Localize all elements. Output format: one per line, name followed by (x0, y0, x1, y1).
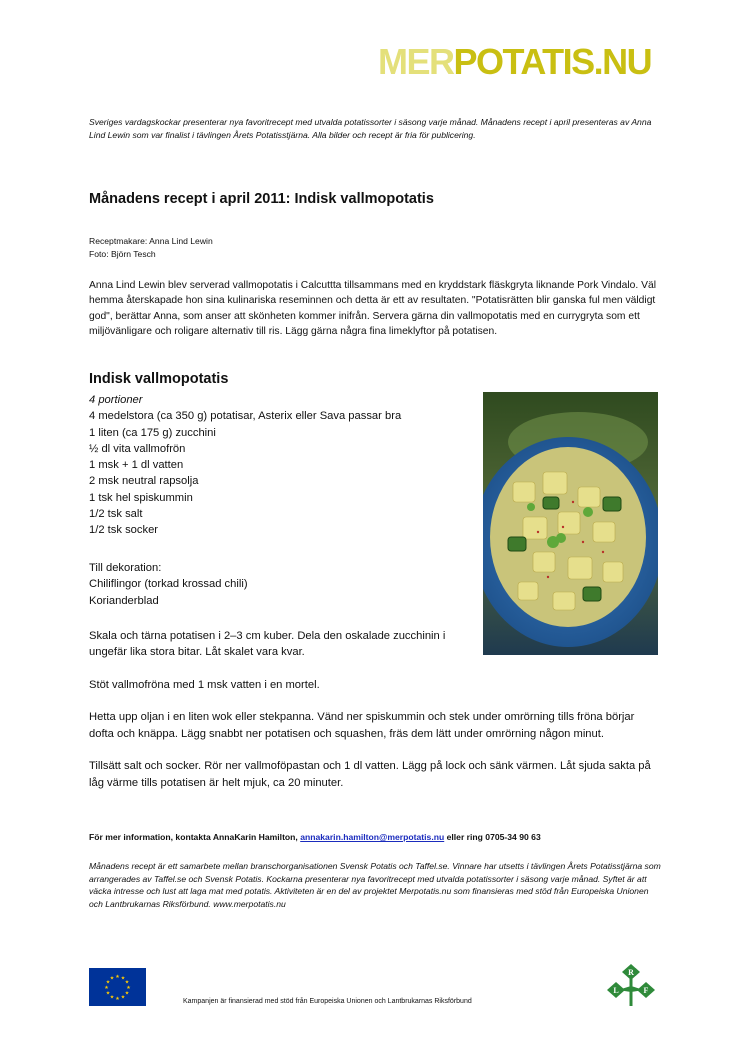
ingredient-item: 1 msk + 1 dl vatten (89, 459, 184, 472)
ingredient-item: 4 medelstora (ca 350 g) potatisar, Asterix eller Sava passar bra (89, 410, 402, 423)
eu-star-icon: ★ (105, 979, 111, 986)
eu-star-icon: ★ (109, 975, 115, 982)
steps (89, 628, 661, 807)
recipe-photo (483, 392, 658, 655)
ingredient-item: 2 msk neutral rapsolja (89, 475, 199, 488)
step-text: Skala och tärna potatisen i 2–3 cm kuber. Dela den oskalade zucchinin i ungefär lika stora bitar. Låt skalet vara kvar. (89, 630, 446, 659)
step-text: Tillsätt salt och socker. Rör ner vallmoföpastan och 1 dl vatten. Lägg på lock och sänk värmen. Låt sjuda sakta på låg värme tills potatisen är helt mjuk, ca 20 minuter. (89, 760, 651, 789)
lrf-letter: R (628, 968, 634, 977)
eu-star-icon: ★ (126, 985, 131, 991)
contact-suffix: eller ring 0705-34 90 63 (444, 832, 541, 842)
logo-mer: MER (378, 41, 454, 80)
eu-star-icon: ★ (120, 994, 126, 1001)
decoration-item: Korianderblad (89, 594, 159, 607)
contact-line (89, 832, 689, 842)
eu-star-icon: ★ (104, 985, 109, 991)
intro-text: Sveriges vardagskockar presenterar nya favoritrecept med utvalda potatissorter i säsong varje månad. Månadens recept i april presenteras av Anna Lind Lewin som var finalist i tävlingen Årets Potatisstjärna. Alla bilder och recept är fria för publicering. (89, 117, 652, 140)
servings: 4 portioner (89, 394, 143, 406)
ingredient-item: ½ dl vita vallmofrön (89, 442, 186, 455)
recipe-title: Indisk vallmopotatis (89, 371, 229, 387)
ingredient-item: 1/2 tsk salt (89, 508, 143, 521)
funding-text: Kampanjen är finansierad med stöd från Europeiska Unionen och Lantbrukarnas Riksförbund (183, 998, 472, 1005)
ingredient-item: 1 liten (ca 175 g) zucchini (89, 426, 216, 439)
eu-star-icon: ★ (124, 979, 130, 986)
eu-star-icon: ★ (115, 974, 120, 980)
eu-star-icon: ★ (109, 994, 115, 1001)
lrf-logo (604, 962, 658, 1008)
svg-text:MERPOTATIS.NU (378, 41, 651, 80)
step-text: Hetta upp oljan i en liten wok eller stekpanna. Vänd ner spiskummin och stek under omrörning tills fröna börjar dofta och knäppa. Lägg snabbt ner potatisen och squashen, fräs dem lätt under omrörning någon minut. (89, 711, 635, 740)
lrf-letter: F (643, 986, 649, 995)
story-text: Anna Lind Lewin blev serverad vallmopotatis i Calcuttta tillsammans med en kryddstark fläskgryta liknande Pork Vindalo. Väl hemma återskapade hon sina kulinariska reseminnen och detta är ett av resultaten. "Potatisrätten blir ganska ful men väldigt god", berättar Anna, som anser att skönheten kommer inifrån. Servera gärna din vallmopotatis med en currygryta som ett miljövänligare och roligare alternativ till ris. Lägg gärna några fina limeklyftor på potatisen. (89, 280, 656, 338)
decoration-list (89, 560, 248, 609)
lrf-letter: L (613, 986, 619, 995)
decoration-label: Till dekoration: (89, 562, 162, 574)
step-text: Stöt vallmofröna med 1 msk vatten i en mortel. (89, 678, 320, 691)
eu-star-icon: ★ (105, 990, 111, 997)
eu-flag-icon (89, 968, 146, 1006)
page-title: Månadens recept i april 2011: Indisk vallmopotatis (89, 191, 434, 207)
logo-nu: .NU (593, 41, 652, 80)
credit-author: Receptmakare: Anna Lind Lewin (89, 236, 213, 246)
eu-star-icon: ★ (124, 990, 130, 997)
credits (89, 235, 213, 261)
contact-prefix: För mer information, kontakta AnnaKarin Hamilton, (89, 832, 301, 842)
decoration-item: Chiliflingor (torkad krossad chili) (89, 578, 248, 591)
eu-star-icon: ★ (120, 975, 126, 982)
ingredient-item: 1 tsk hel spiskummin (89, 491, 193, 504)
logo-potatis: POTATIS (453, 41, 594, 80)
credit-photo: Foto: Björn Tesch (89, 249, 156, 259)
merpotatis-logo (378, 40, 662, 80)
ingredient-item: 1/2 tsk socker (89, 524, 159, 537)
ingredient-list (89, 392, 469, 539)
footnote: Månadens recept är ett samarbete mellan branschorganisationen Svensk Potatis och Taffel.se. Vinnare har utsetts i tävlingen Årets Potatisstjärna som arrangerades av Taffel.se och Svensk Potatis. Kockarna presenterar nya favoritrecept med utvalda potatissorter i säsong varje månad. Syftet är att väcka intresse och lust att laga mat med potatis. Aktiviteten är en del av projektet Merpotatis.nu som finansieras med stöd från Europeiska Unionen och Lantbrukarnas Riksförbund. www.merpotatis.nu (89, 861, 661, 909)
eu-star-icon: ★ (115, 996, 120, 1002)
contact-email-link[interactable]: annakarin.hamilton@merpotatis.nu (300, 832, 445, 842)
